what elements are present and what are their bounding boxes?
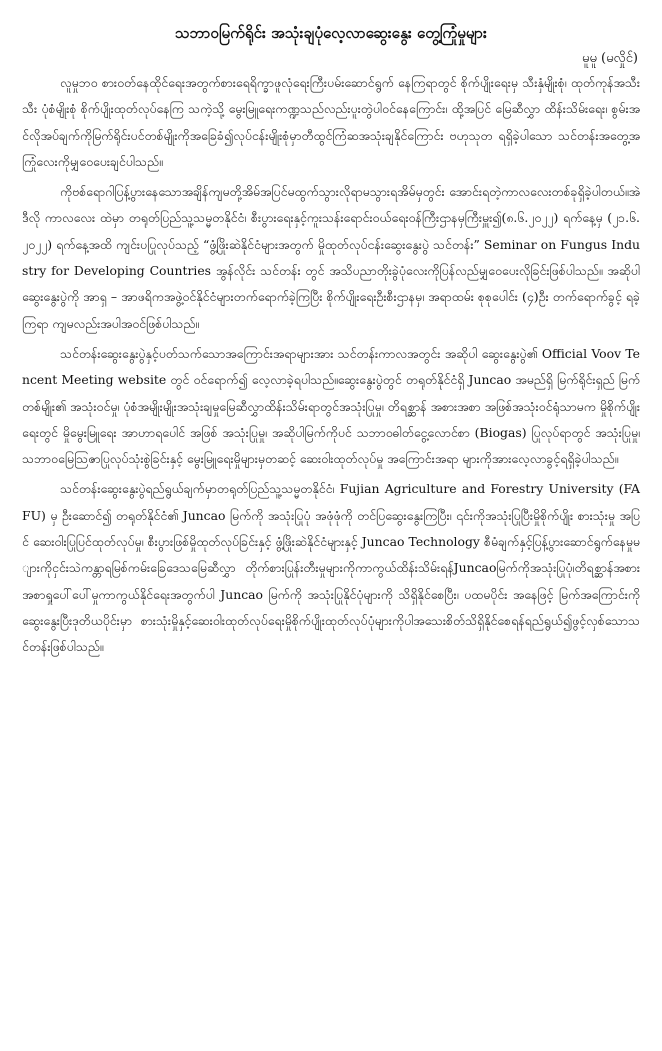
paragraph-3: သင်တန်းဆွေးနွေးပွဲနှင့်ပတ်သက်သောအကြောင်းအရာများအား သင်တန်းကာလအတွင်း အဆိုပါ ဆွေးနွေးပွဲ၏ Official Voov Tencent Meeting website တွင် ဝင်ရောက်၍ လေ့လာခဲ့ရပါသည်။ဆွေးနွေးပွဲတွင် တရုတ်နိုင်ငံရှိ Juncao အမည်ရှိ မြက်ရိုင်းရှည် မြက်တစ်မျိုး၏ အသုံးဝင်မှု၊ ပုံစံအမျိုးမျိုးအသုံးချမှုမြေဆီလွှာထိန်းသိမ်းရာတွင်အသုံးပြုမှု၊ တိရစ္ဆာန် အစားအစာ အဖြစ်အသုံးဝင်ရုံသာမက မှိုစိုက်ပျိုးရေးတွင် မှိုမွေးမြူရေး အာဟာရပေါင် အဖြစ် အသုံးပြုမှု၊ အဆိုပါမြက်ကိုပင် သဘာဝဓါတ်ငွေ့လောင်စာ (Biogas) ပြုလုပ်ရာတွင် အသုံးပြုမှု၊ သဘာဝမြေသြဇာပြုလုပ်သုံးစွဲခြင်းနှင့် မွေးမြူရေးမှိုများမှတဆင့် ဆေးဝါးထုတ်လုပ်မှု အကြောင်းအရာ များကိုအားလေ့လာခွင့်ရရှိခဲ့ပါသည်။ xyxy=(22,345,640,467)
paragraph-2: ကိုဗစ်ရောဂါပြန့်ပွားနေသောအချိန်ကျမတို့အိမ်အပြင်မထွက်သွားလိုရာမသွားရအိမ်မှတွင်း အောင်းရတဲ့ကာလလေးတစ်ခုရှိခဲ့ပါတယ်။အဲဒီလို ကာလလေး ထဲမှာ တရုတ်ပြည်သူ့သမ္မတနိုင်ငံ၊ စီးပွားရေးနှင့်ကူးသန်းရောင်းဝယ်ရေးဝန်ကြီးဌာနမှကြီးမှူး၍(၈.၆.၂၀၂၂) ရက်နေ့မှ (၂၁.၆.၂၀၂၂) ရက်နေ့အထိ ကျင်းပပြုလုပ်သည့် “ဖွံ့ဖြိုးဆဲနိုင်ငံများအတွက် မှိုထုတ်လုပ်ငန်းဆွေးနွေးပွဲ သင်တန်း” Seminar on Fungus Industry for Developing Countries အွန်လိုင်း သင်တန်း တွင် အသိပညာတိုးခွဲပုံလေးကိုပြန်လည်မျှဝေပေးလိုခြင်းဖြစ်ပါသည်။ အဆိုပါဆွေးနွေးပွဲကို အာရှ – အာဖရိကအဖွဲ့ဝင်နိုင်ငံများတက်ရောက်ခဲ့ကြပြီး စိုက်ပျိုးရေးဦးစီးဌာနမှ၊ အရာထမ်း စုစုပေါင်း (၄)ဦး တက်ရောက်ခွင့် ရခဲ့ကြရာ ကျမလည်းအပါအဝင်ဖြစ်ပါသည်။ xyxy=(22,184,640,331)
author-byline: မူမူ (မလှိုင်) xyxy=(582,51,638,66)
paragraph-4: သင်တန်းဆွေးနွေးပွဲရည်ရွယ်ချက်မှာတရုတ်ပြည်သူ့သမ္မတနိုင်ငံ၊ Fujian Agriculture and Forestry University (FAFU) မှ ဦးဆောင်၍ တရုတ်နိုင်ငံ၏ Juncao မြက်ကို အသုံးပြုပုံ အဖုံဖုံကို တင်ပြဆွေးနွေးကြပြီး၊ ၎င်းကိုအသုံးပြုပြီးမှိုစိုက်ပျိုး စားသုံးမှု အပြင် ဆေးဝါးပြုပြင်ထုတ်လုပ်မှု၊ စီးပွားဖြစ်မှိုထုတ်လုပ်ခြင်းနှင့် ဖွံ့ဖြိုးဆဲနိုင်ငံများနှင့် Juncao Technology စီမံချက်နှင့်ပြန့်ပွားဆောင်ရွက်နေမှုများကိုငှင်းသဲကန္တာရမြစ်ကမ်းခြေဒေသမြေဆီလွှာ တိုက်စားပြုန်းတီးမှုများကိုကာကွယ်ထိန်းသိမ်းရန်Juncaoမြက်ကိုအသုံးပြုပုံ၊တိရစ္ဆာန်အစားအစာရှုပေါ်ပေါ်မှုကာကွယ်နိုင်ရေးအတွက်ပါ Juncao မြက်ကို အသုံးပြုနိုင်ပုံများကို သိရှိနိုင်စေပြီး၊ ပထမပိုင်း အနေဖြင့် မြက်အကြောင်းကိုဆွေးနွေးပြီးဒုတိယပိုင်းမှာ စားသုံးမှိုနှင့်ဆေးဝါးထုတ်လုပ်ရေးမှိုစိုက်ပျိုးထုတ်လုပ်ပုံများကိုပါအသေးစိတ်သိရှိနိုင်စေရန်ရည်ရွယ်၍ဖွင့်လှစ်သောသင်တန်းဖြစ်ပါသည်။ xyxy=(22,481,640,655)
paragraph-1: လူမှုဘဝ စားဝတ်နေထိုင်ရေးအတွက်စားရေရိက္ခာဖူလုံရေးကြီးပမ်းဆောင်ရွက် နေကြရာတွင် စိုက်ပျိုးရေးမှ သီးနှံမျိုးစုံ၊ ထုတ်ကုန်အသီးသီး ပုံစံမျိုးစုံ စိုက်ပျိုးထုတ်လုပ်နေကြ သကဲ့သို့ မွေးမြူရေးကဏ္ဍသည်လည်းပူးတွဲပါဝင်နေကြောင်း၊ ထို့အပြင် မြေဆီလွှာ ထိန်းသိမ်းရေး၊ စွမ်းအင်လိုအပ်ချက်ကိုမြက်ရိုင်းပင်တစ်မျိုးကိုအခြေခံ၍လုပ်ငန်းမျိုးစုံမှာတီထွင်ကြံဆအသုံးချနိုင်ကြောင်း ဗဟုသုတ ရရှိခဲ့ပါသော သင်တန်းအတွေ့အကြုံလေးကိုမျှဝေပေးချင်ပါသည်။ xyxy=(22,75,640,169)
document-title: သဘာဝမြက်ရိုင်း အသုံးချပုံလေ့လာဆွေးနွေး တွေ့ကြုံမှုများ xyxy=(175,24,487,42)
